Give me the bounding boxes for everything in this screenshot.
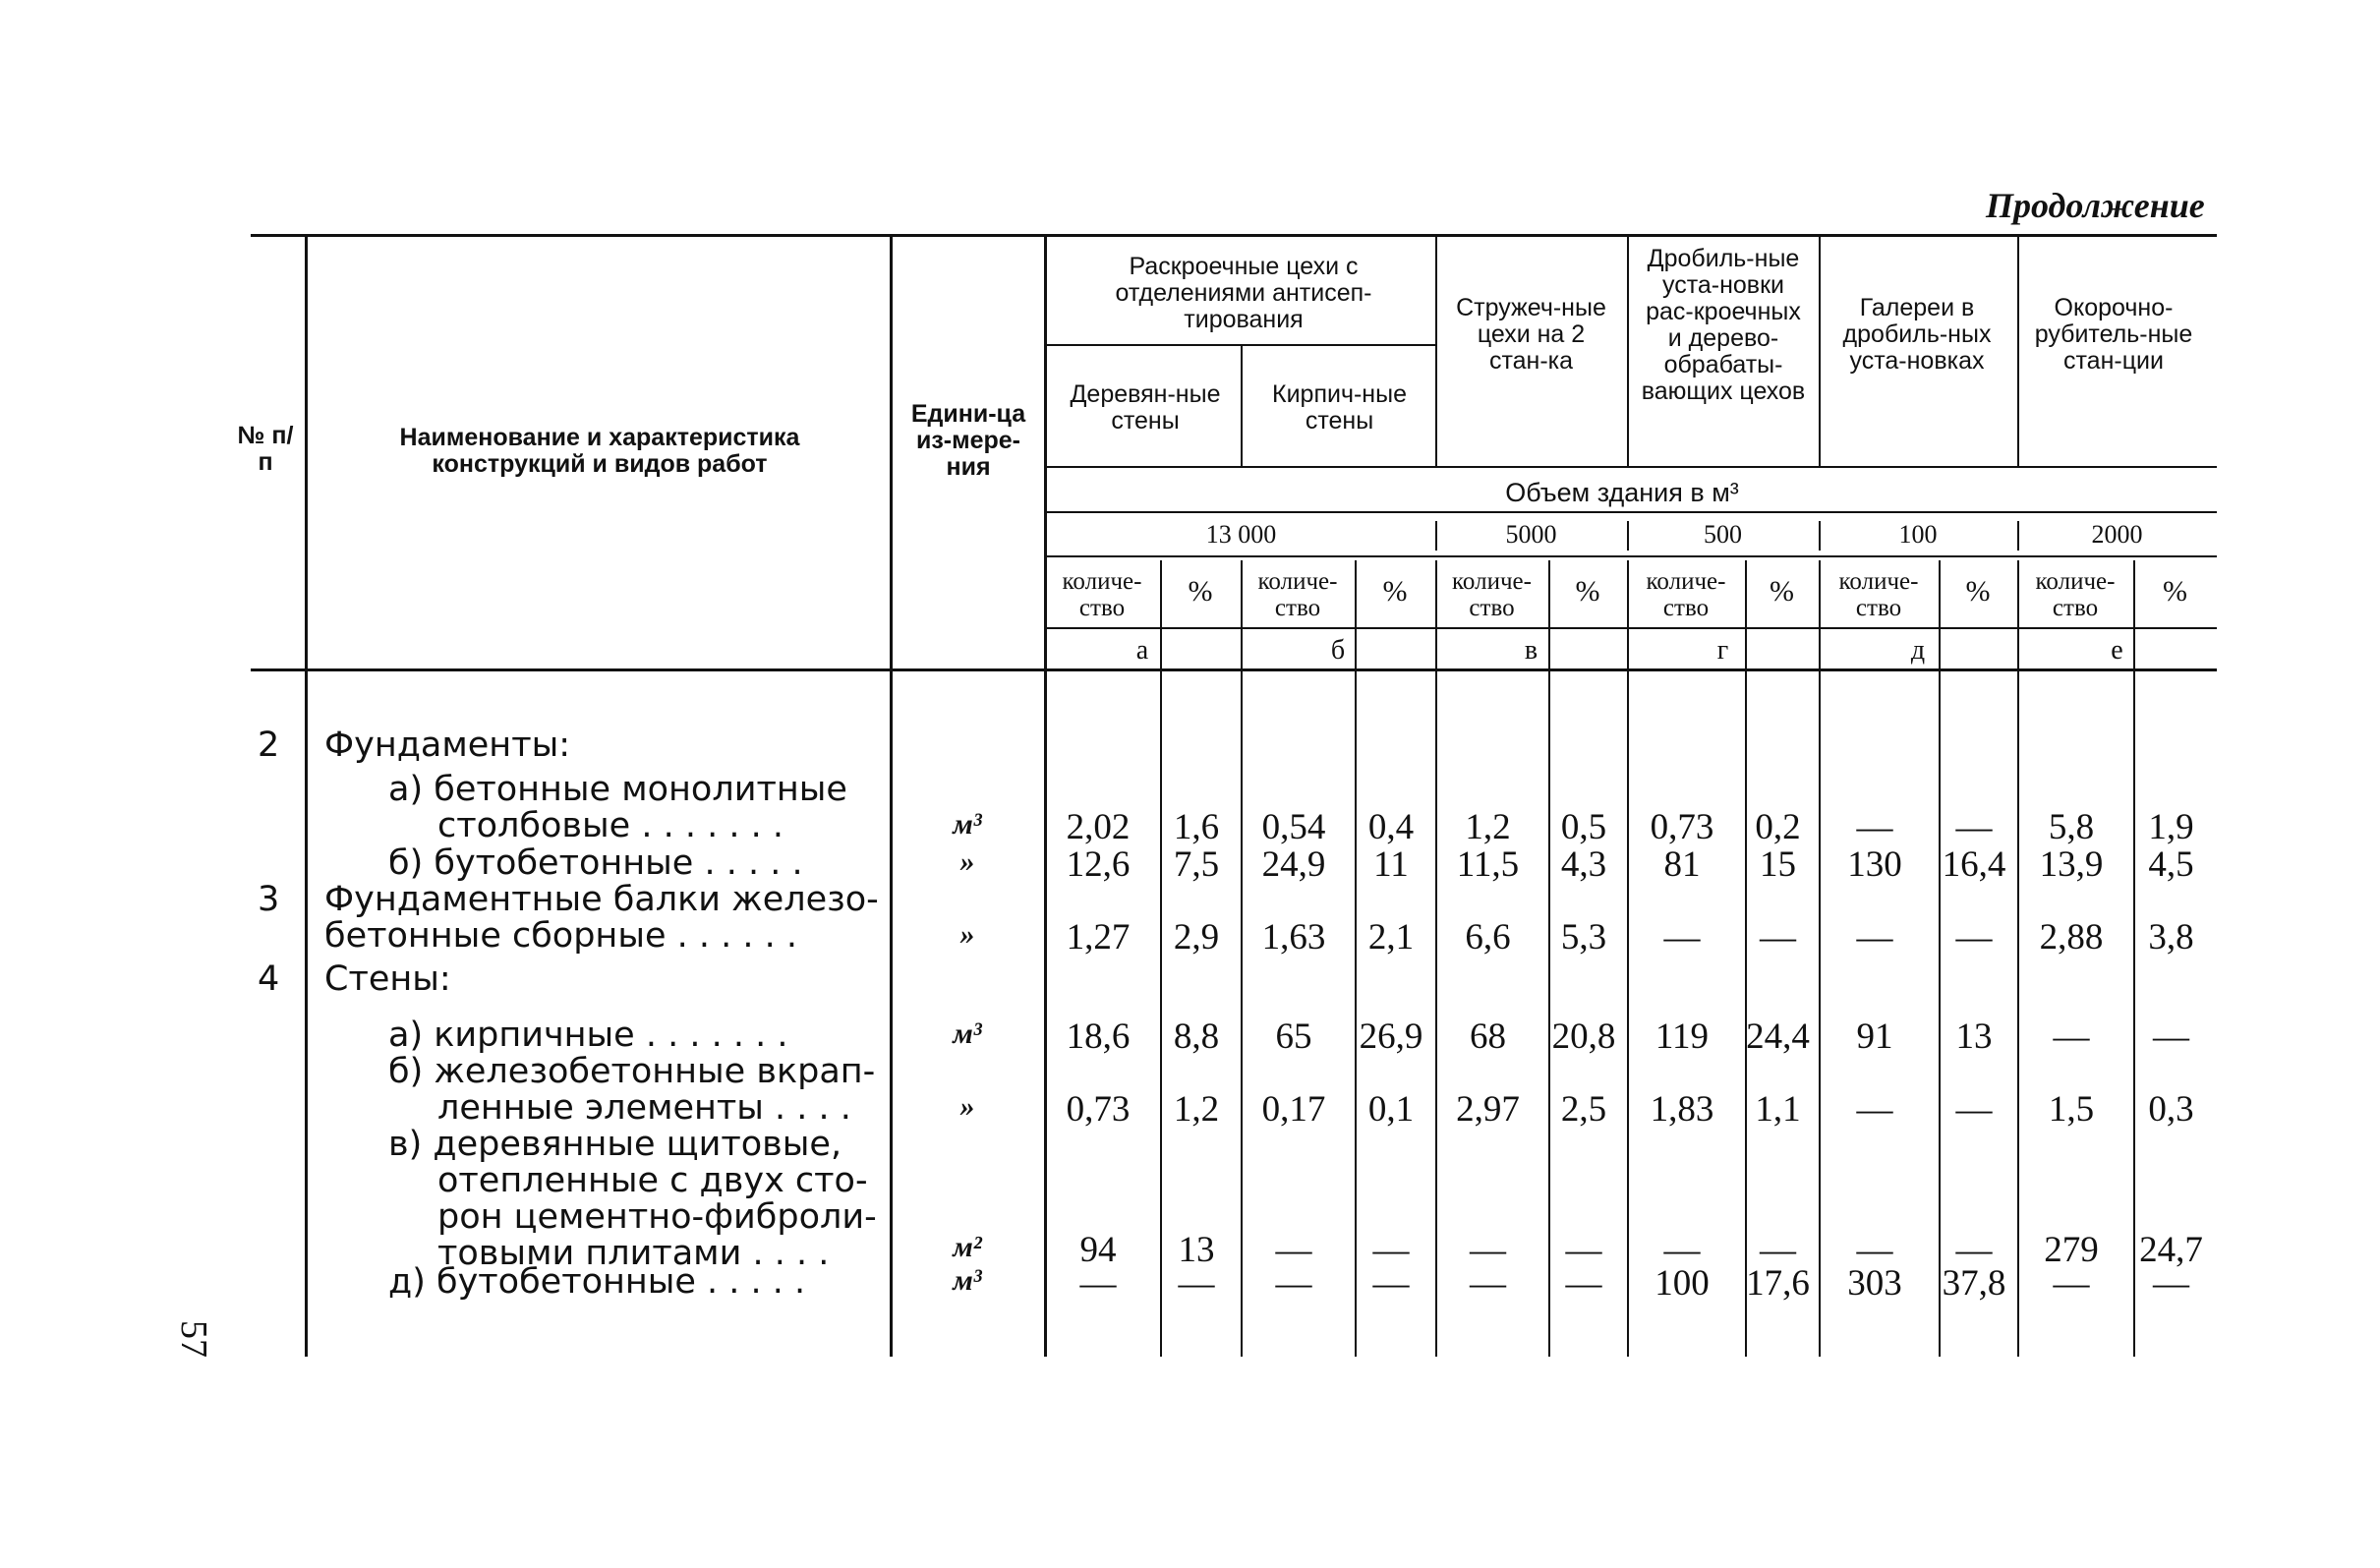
table-cell: — bbox=[1760, 1230, 1796, 1270]
qty-header: количе-ство bbox=[1452, 568, 1532, 621]
table-cell: — bbox=[2153, 1016, 2189, 1057]
table-cell: 2,9 bbox=[1173, 917, 1220, 958]
table-cell: — bbox=[1856, 1230, 1893, 1270]
header-sub-wood: Деревян-ные стены bbox=[1070, 380, 1221, 435]
header-sub-brick: Кирпич-ные стены bbox=[1272, 380, 1407, 435]
header-struzh: Стружеч-ные цехи на 2 стан-ка bbox=[1456, 294, 1606, 375]
col-divider bbox=[2017, 236, 2019, 466]
row-name: Фундаментные балки железо- bbox=[324, 880, 879, 919]
col-divider bbox=[1044, 236, 1047, 1357]
table-cell: — bbox=[1856, 1089, 1893, 1130]
table-cell: — bbox=[1663, 1230, 1701, 1270]
page-number: 57 bbox=[173, 1320, 214, 1358]
table-cell: 24,4 bbox=[1746, 1016, 1810, 1057]
table-cell: 65 bbox=[1275, 1016, 1312, 1057]
table-cell: 20,8 bbox=[1551, 1016, 1616, 1057]
table-cell: 1,9 bbox=[2148, 807, 2194, 847]
qty-header: количе-ство bbox=[1646, 568, 1726, 621]
volume-value: 100 bbox=[1898, 520, 1938, 549]
table-cell: — bbox=[1275, 1263, 1312, 1304]
col-divider bbox=[305, 236, 308, 1357]
table-cell: 15 bbox=[1760, 844, 1796, 885]
table-cell: — bbox=[1372, 1263, 1410, 1304]
table-cell: 8,8 bbox=[1173, 1016, 1220, 1057]
table-cell: 4,5 bbox=[2148, 844, 2194, 885]
col-divider bbox=[1241, 346, 1243, 466]
row-number: 2 bbox=[258, 726, 280, 765]
volume-value: 2000 bbox=[2091, 520, 2143, 549]
table-cell: — bbox=[2053, 1263, 2090, 1304]
row-name: а) бетонные монолитные bbox=[388, 770, 847, 809]
table-cell: 1,1 bbox=[1755, 1089, 1801, 1130]
row-name: Стены: bbox=[324, 959, 451, 999]
row-unit: » bbox=[959, 845, 975, 878]
row-unit: м³ bbox=[953, 1264, 982, 1297]
table-cell: 0,2 bbox=[1755, 807, 1801, 847]
row-name: д) бутобетонные . . . . . bbox=[388, 1262, 806, 1302]
table-cell: 1,2 bbox=[1173, 1089, 1220, 1130]
table-cell: — bbox=[1275, 1230, 1312, 1270]
table-cell: — bbox=[1372, 1230, 1410, 1270]
table-cell: 13 bbox=[1955, 1016, 1993, 1057]
table-cell: 5,3 bbox=[1560, 917, 1607, 958]
table-cell: 13 bbox=[1178, 1230, 1215, 1270]
volume-bottom-rule bbox=[1047, 511, 2217, 513]
pct-header: % bbox=[1188, 575, 1213, 608]
header-name: Наименование и характеристика конструкций и видов работ bbox=[399, 424, 800, 478]
table-cell: 91 bbox=[1856, 1016, 1893, 1057]
table-cell: — bbox=[1470, 1230, 1506, 1270]
pct-header: % bbox=[1575, 575, 1600, 608]
volume-value: 13 000 bbox=[1205, 520, 1277, 549]
row-unit: м² bbox=[953, 1231, 982, 1263]
table-cell: 100 bbox=[1654, 1263, 1710, 1304]
row-unit: » bbox=[959, 1090, 975, 1123]
row-name: б) железобетонные вкрап- bbox=[388, 1052, 876, 1091]
table-cell: 1,5 bbox=[2048, 1089, 2095, 1130]
continuation-label: Продолжение bbox=[1986, 186, 2205, 225]
table-cell: 1,83 bbox=[1650, 1089, 1714, 1130]
volume-value: 500 bbox=[1704, 520, 1742, 549]
header-bottom-rule bbox=[251, 668, 2217, 671]
header-num: № п/п bbox=[237, 422, 294, 476]
pct-header: % bbox=[1770, 575, 1794, 608]
table-top-rule bbox=[251, 234, 2217, 237]
table-cell: 7,5 bbox=[1173, 844, 1220, 885]
row-name: ленные элементы . . . . bbox=[437, 1088, 851, 1128]
table-cell: 130 bbox=[1847, 844, 1902, 885]
qty-header: количе-ство bbox=[1062, 568, 1142, 621]
header-unit: Едини-ца из-мере-ния bbox=[910, 400, 1026, 481]
row-unit: » bbox=[959, 918, 975, 951]
row-name: столбовые . . . . . . . bbox=[437, 806, 784, 845]
table-cell: — bbox=[1856, 807, 1893, 847]
header-okoroch: Окорочно-рубитель-ные стан-ции bbox=[2034, 294, 2193, 375]
table-cell: 3,8 bbox=[2148, 917, 2194, 958]
table-cell: — bbox=[1470, 1263, 1506, 1304]
table-cell: 0,5 bbox=[1560, 807, 1607, 847]
table-cell: 0,3 bbox=[2148, 1089, 2194, 1130]
table-cell: — bbox=[1079, 1263, 1117, 1304]
table-cell: 11,5 bbox=[1456, 844, 1520, 885]
column-letter: д bbox=[1910, 635, 1926, 666]
row-name: товыми плитами . . . . bbox=[437, 1234, 830, 1273]
table-cell: 37,8 bbox=[1942, 1263, 2006, 1304]
table-cell: 17,6 bbox=[1746, 1263, 1810, 1304]
header-drobil: Дробиль-ные уста-новки рас-кроечных и дерево-обрабаты-вающих цехов bbox=[1641, 245, 1806, 405]
table-cell: 303 bbox=[1847, 1263, 1902, 1304]
volume-top-rule bbox=[1047, 466, 2217, 468]
column-letter: а bbox=[1135, 635, 1149, 666]
table-cell: — bbox=[1955, 1089, 1993, 1130]
table-cell: 2,02 bbox=[1066, 807, 1131, 847]
row-name: в) деревянные щитовые, bbox=[388, 1125, 842, 1164]
pct-header: % bbox=[1965, 575, 1991, 608]
qty-header: количе-ство bbox=[2035, 568, 2116, 621]
table-cell: 0,17 bbox=[1261, 1089, 1326, 1130]
pct-header: % bbox=[1382, 575, 1408, 608]
table-cell: 2,97 bbox=[1456, 1089, 1520, 1130]
table-cell: 12,6 bbox=[1066, 844, 1131, 885]
table-cell: 1,2 bbox=[1465, 807, 1511, 847]
table-cell: — bbox=[1565, 1230, 1602, 1270]
table-cell: 24,7 bbox=[2139, 1230, 2203, 1270]
row-name: отепленные с двух сто- bbox=[437, 1161, 868, 1200]
table-cell: — bbox=[1955, 807, 1993, 847]
column-letter: б bbox=[1330, 635, 1346, 666]
header-galerei: Галереи в дробиль-ных уста-новках bbox=[1842, 294, 1992, 375]
table-cell: — bbox=[2053, 1016, 2090, 1057]
table-cell: 26,9 bbox=[1359, 1016, 1423, 1057]
table-cell: 16,4 bbox=[1942, 844, 2006, 885]
col-divider bbox=[890, 236, 893, 1357]
table-cell: — bbox=[1565, 1263, 1602, 1304]
qty-header: количе-ство bbox=[1838, 568, 1919, 621]
row-name: б) бутобетонные . . . . . bbox=[388, 843, 803, 883]
table-cell: 13,9 bbox=[2039, 844, 2104, 885]
row-unit: м³ bbox=[953, 1017, 982, 1050]
column-letter: е bbox=[2111, 635, 2123, 666]
table-cell: 1,6 bbox=[1173, 807, 1220, 847]
row-name: Фундаменты: bbox=[324, 726, 571, 765]
table-cell: 94 bbox=[1079, 1230, 1117, 1270]
qty-bottom-rule bbox=[1047, 627, 2217, 629]
col-divider bbox=[1819, 236, 1821, 466]
row-name: бетонные сборные . . . . . . bbox=[324, 916, 797, 956]
table-cell: 24,9 bbox=[1261, 844, 1326, 885]
table-cell: 2,88 bbox=[2039, 917, 2104, 958]
table-cell: — bbox=[2153, 1263, 2189, 1304]
table-cell: 11 bbox=[1373, 844, 1409, 885]
table-cell: 279 bbox=[2044, 1230, 2099, 1270]
row-number: 4 bbox=[258, 959, 280, 999]
table-cell: 0,4 bbox=[1367, 807, 1415, 847]
table-cell: — bbox=[1955, 1230, 1993, 1270]
table-cell: 0,1 bbox=[1367, 1089, 1415, 1130]
header-volume: Объем здания в м³ bbox=[1505, 478, 1739, 507]
table-cell: 5,8 bbox=[2048, 807, 2095, 847]
qty-top-rule bbox=[1047, 555, 2217, 557]
table-cell: 2,5 bbox=[1560, 1089, 1607, 1130]
table-cell: 68 bbox=[1470, 1016, 1506, 1057]
table-cell: 119 bbox=[1654, 1016, 1710, 1057]
table-cell: 1,27 bbox=[1066, 917, 1131, 958]
table-cell: 81 bbox=[1663, 844, 1701, 885]
row-unit: м³ bbox=[953, 808, 982, 841]
table-cell: — bbox=[1663, 917, 1701, 958]
col-divider bbox=[1435, 236, 1437, 466]
table-cell: 6,6 bbox=[1465, 917, 1511, 958]
row-number: 3 bbox=[258, 880, 280, 919]
row-name: рон цементно-фиброли- bbox=[437, 1197, 877, 1237]
pct-header: % bbox=[2163, 575, 2187, 608]
table-cell: — bbox=[1955, 917, 1993, 958]
table-cell: 18,6 bbox=[1066, 1016, 1131, 1057]
table-cell: 0,54 bbox=[1261, 807, 1326, 847]
table-cell: — bbox=[1760, 917, 1796, 958]
table-cell: 0,73 bbox=[1650, 807, 1714, 847]
table-cell: 1,63 bbox=[1261, 917, 1326, 958]
header-raskroech: Раскроечные цехи с отделениями антисеп-тирования bbox=[1115, 253, 1372, 333]
table-cell: 0,73 bbox=[1066, 1089, 1131, 1130]
col-divider bbox=[1627, 236, 1629, 466]
volume-value: 5000 bbox=[1505, 520, 1557, 549]
table-cell: — bbox=[1856, 917, 1893, 958]
column-letter: в bbox=[1524, 635, 1538, 666]
column-letter: г bbox=[1716, 635, 1729, 666]
table-cell: 2,1 bbox=[1367, 917, 1415, 958]
table-cell: 4,3 bbox=[1560, 844, 1607, 885]
qty-header: количе-ство bbox=[1257, 568, 1338, 621]
table-cell: — bbox=[1178, 1263, 1215, 1304]
row-name: а) кирпичные . . . . . . . bbox=[388, 1016, 788, 1055]
